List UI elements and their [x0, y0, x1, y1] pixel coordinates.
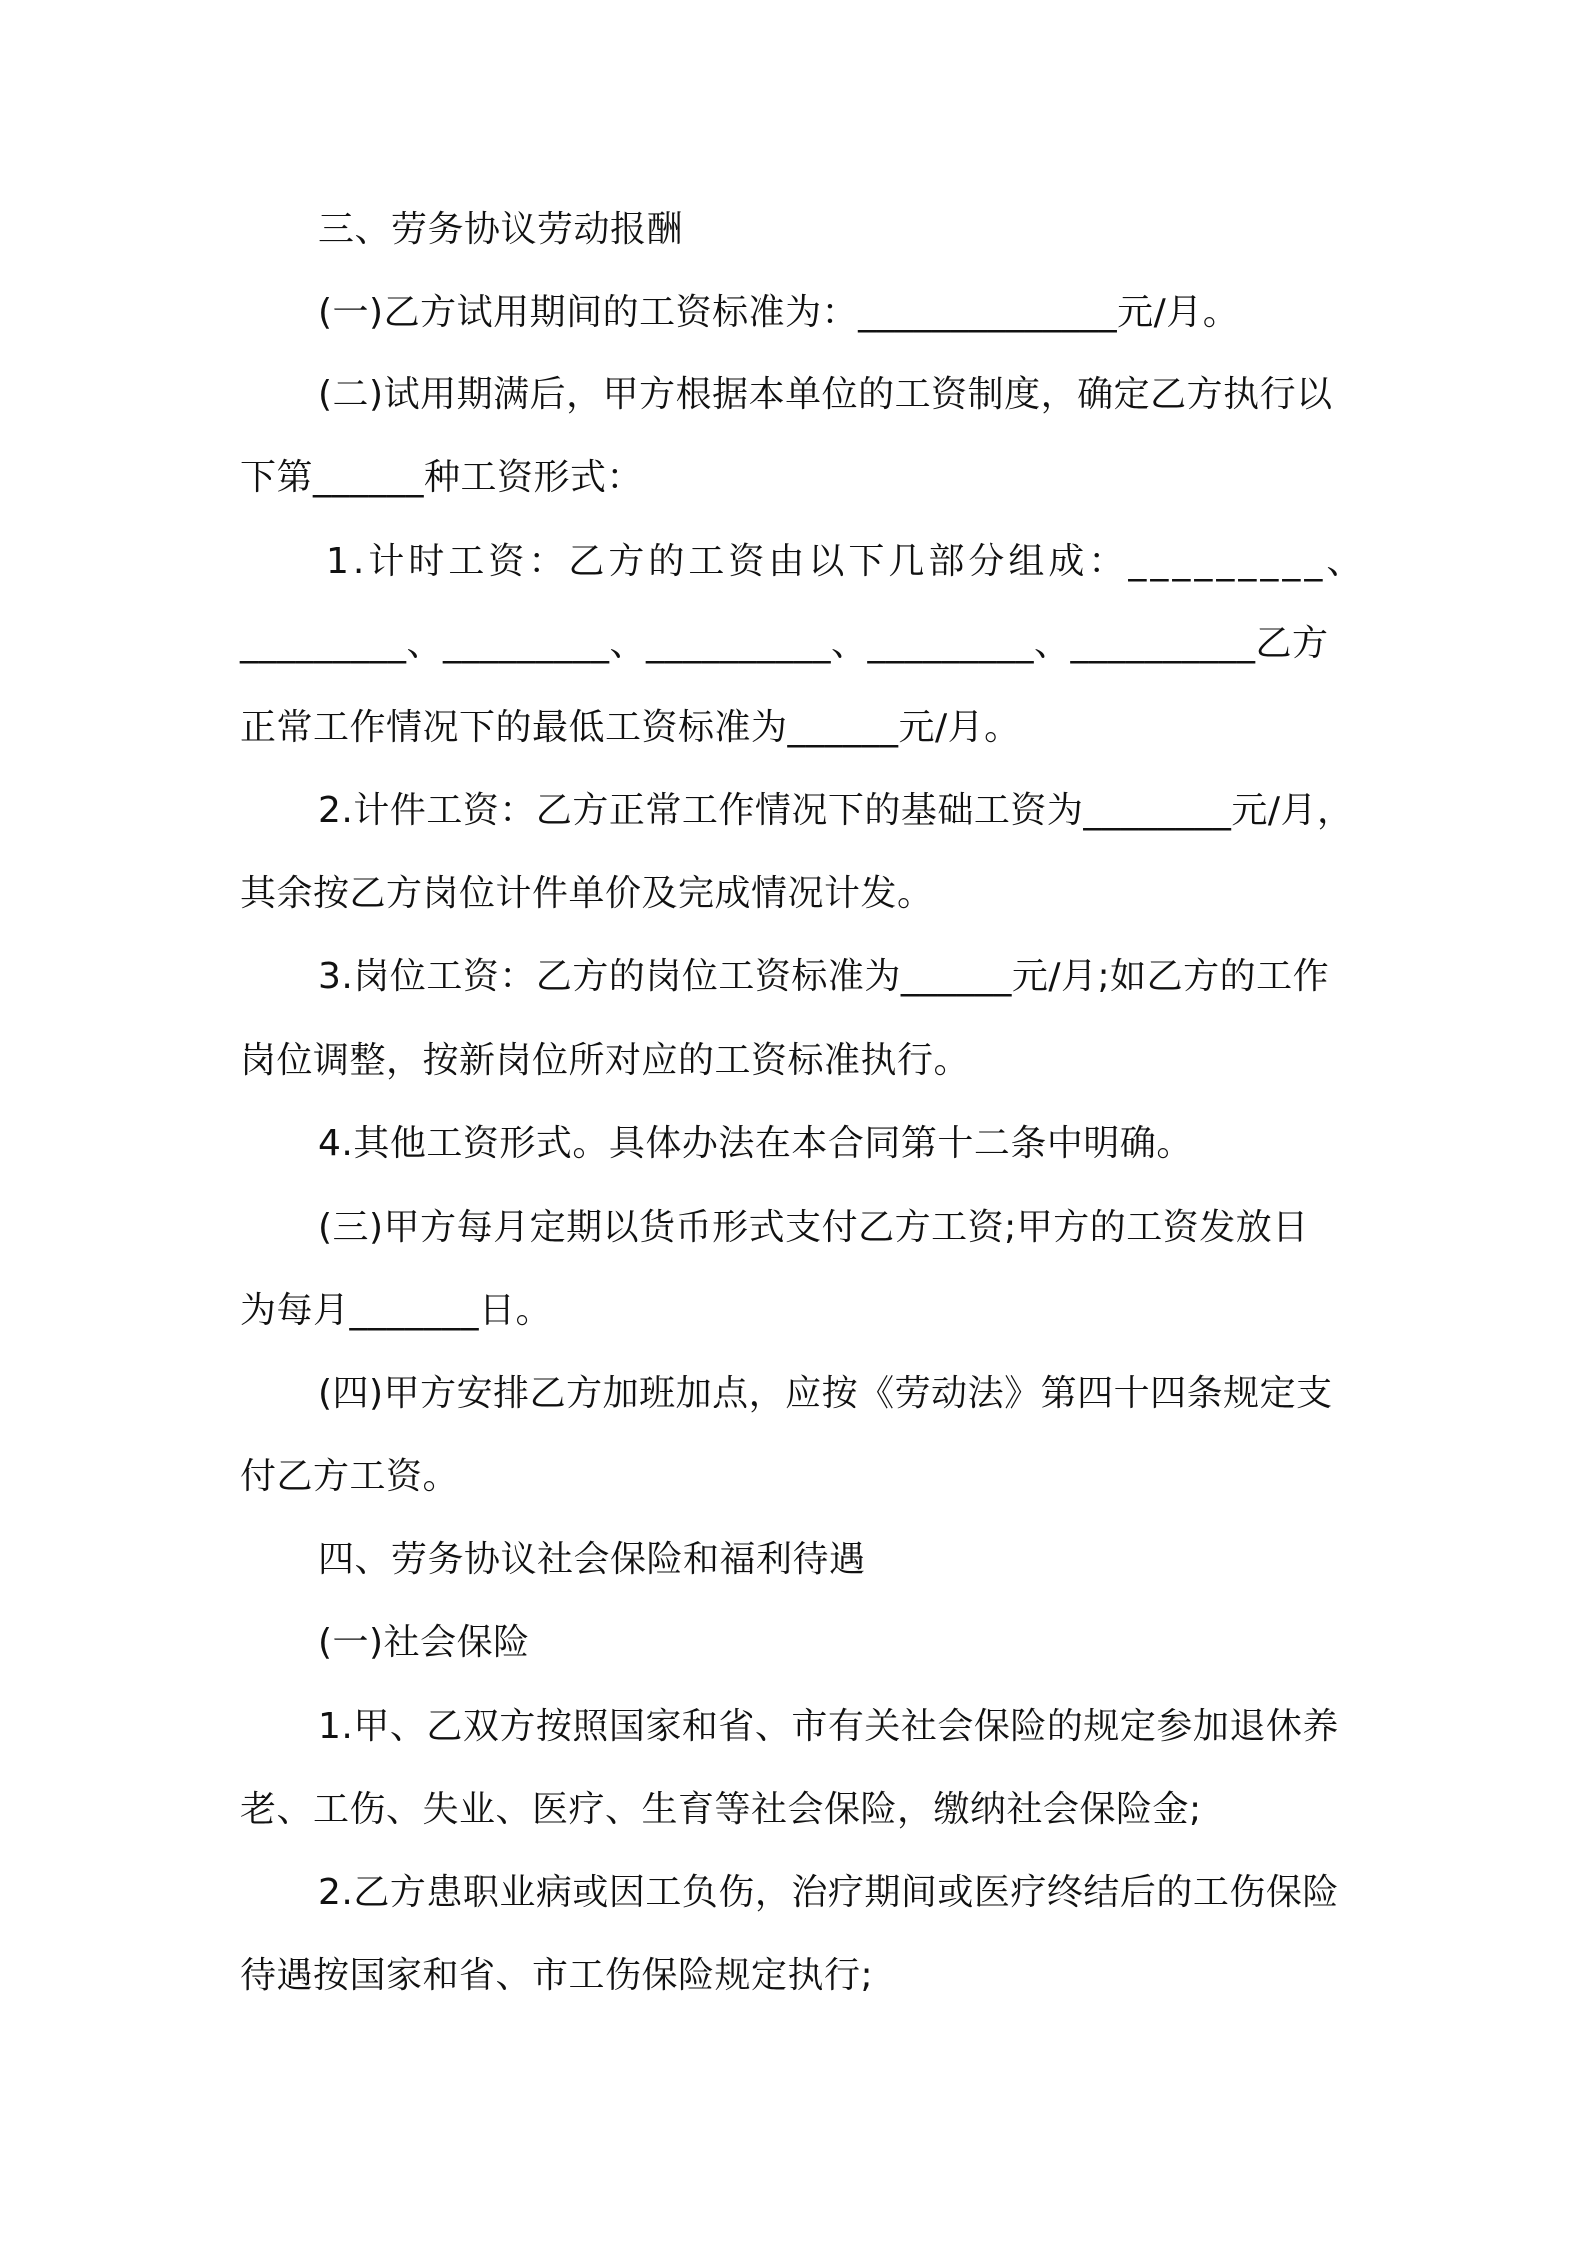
paragraph-line: 正常工作情况下的最低工资标准为______元/月。	[240, 707, 1021, 748]
paragraph-line: 1.甲、乙双方按照国家和省、市有关社会保险的规定参加退休养	[318, 1706, 1339, 1747]
paragraph-line: (二)试用期满后，甲方根据本单位的工资制度，确定乙方执行以	[318, 374, 1333, 415]
paragraph-line: 为每月_______日。	[240, 1290, 553, 1331]
section-heading-social-insurance: 四、劳务协议社会保险和福利待遇	[318, 1539, 866, 1580]
paragraph-line: 付乙方工资。	[240, 1456, 460, 1497]
subsection-heading: (一)社会保险	[318, 1622, 530, 1663]
paragraph-line: 老、工伤、失业、医疗、生育等社会保险，缴纳社会保险金;	[240, 1789, 1202, 1830]
paragraph-line: 2.计件工资：乙方正常工作情况下的基础工资为________元/月，	[318, 790, 1354, 831]
paragraph-line: (一)乙方试用期间的工资标准为：______________元/月。	[318, 292, 1240, 333]
paragraph-line: 2.乙方患职业病或因工负伤，治疗期间或医疗终结后的工伤保险	[318, 1872, 1339, 1913]
paragraph-line: 1.计时工资：乙方的工资由以下几部分组成：_________、	[326, 541, 1367, 582]
paragraph-line: 3.岗位工资：乙方的岗位工资标准为______元/月;如乙方的工作	[318, 956, 1330, 997]
paragraph-line: 待遇按国家和省、市工伤保险规定执行;	[240, 1955, 874, 1996]
paragraph-line: 4.其他工资形式。具体办法在本合同第十二条中明确。	[318, 1123, 1193, 1164]
paragraph-line: 其余按乙方岗位计件单价及完成情况计发。	[240, 873, 934, 914]
paragraph-line: (四)甲方安排乙方加班加点，应按《劳动法》第四十四条规定支	[318, 1373, 1333, 1414]
paragraph-line: 下第______种工资形式：	[240, 457, 644, 498]
paragraph-line: _________、_________、__________、_________、__________乙方	[240, 623, 1329, 664]
paragraph-line: (三)甲方每月定期以货币形式支付乙方工资;甲方的工资发放日	[318, 1207, 1309, 1248]
paragraph-line: 岗位调整，按新岗位所对应的工资标准执行。	[240, 1040, 971, 1081]
section-heading-remuneration: 三、劳务协议劳动报酬	[318, 209, 684, 250]
